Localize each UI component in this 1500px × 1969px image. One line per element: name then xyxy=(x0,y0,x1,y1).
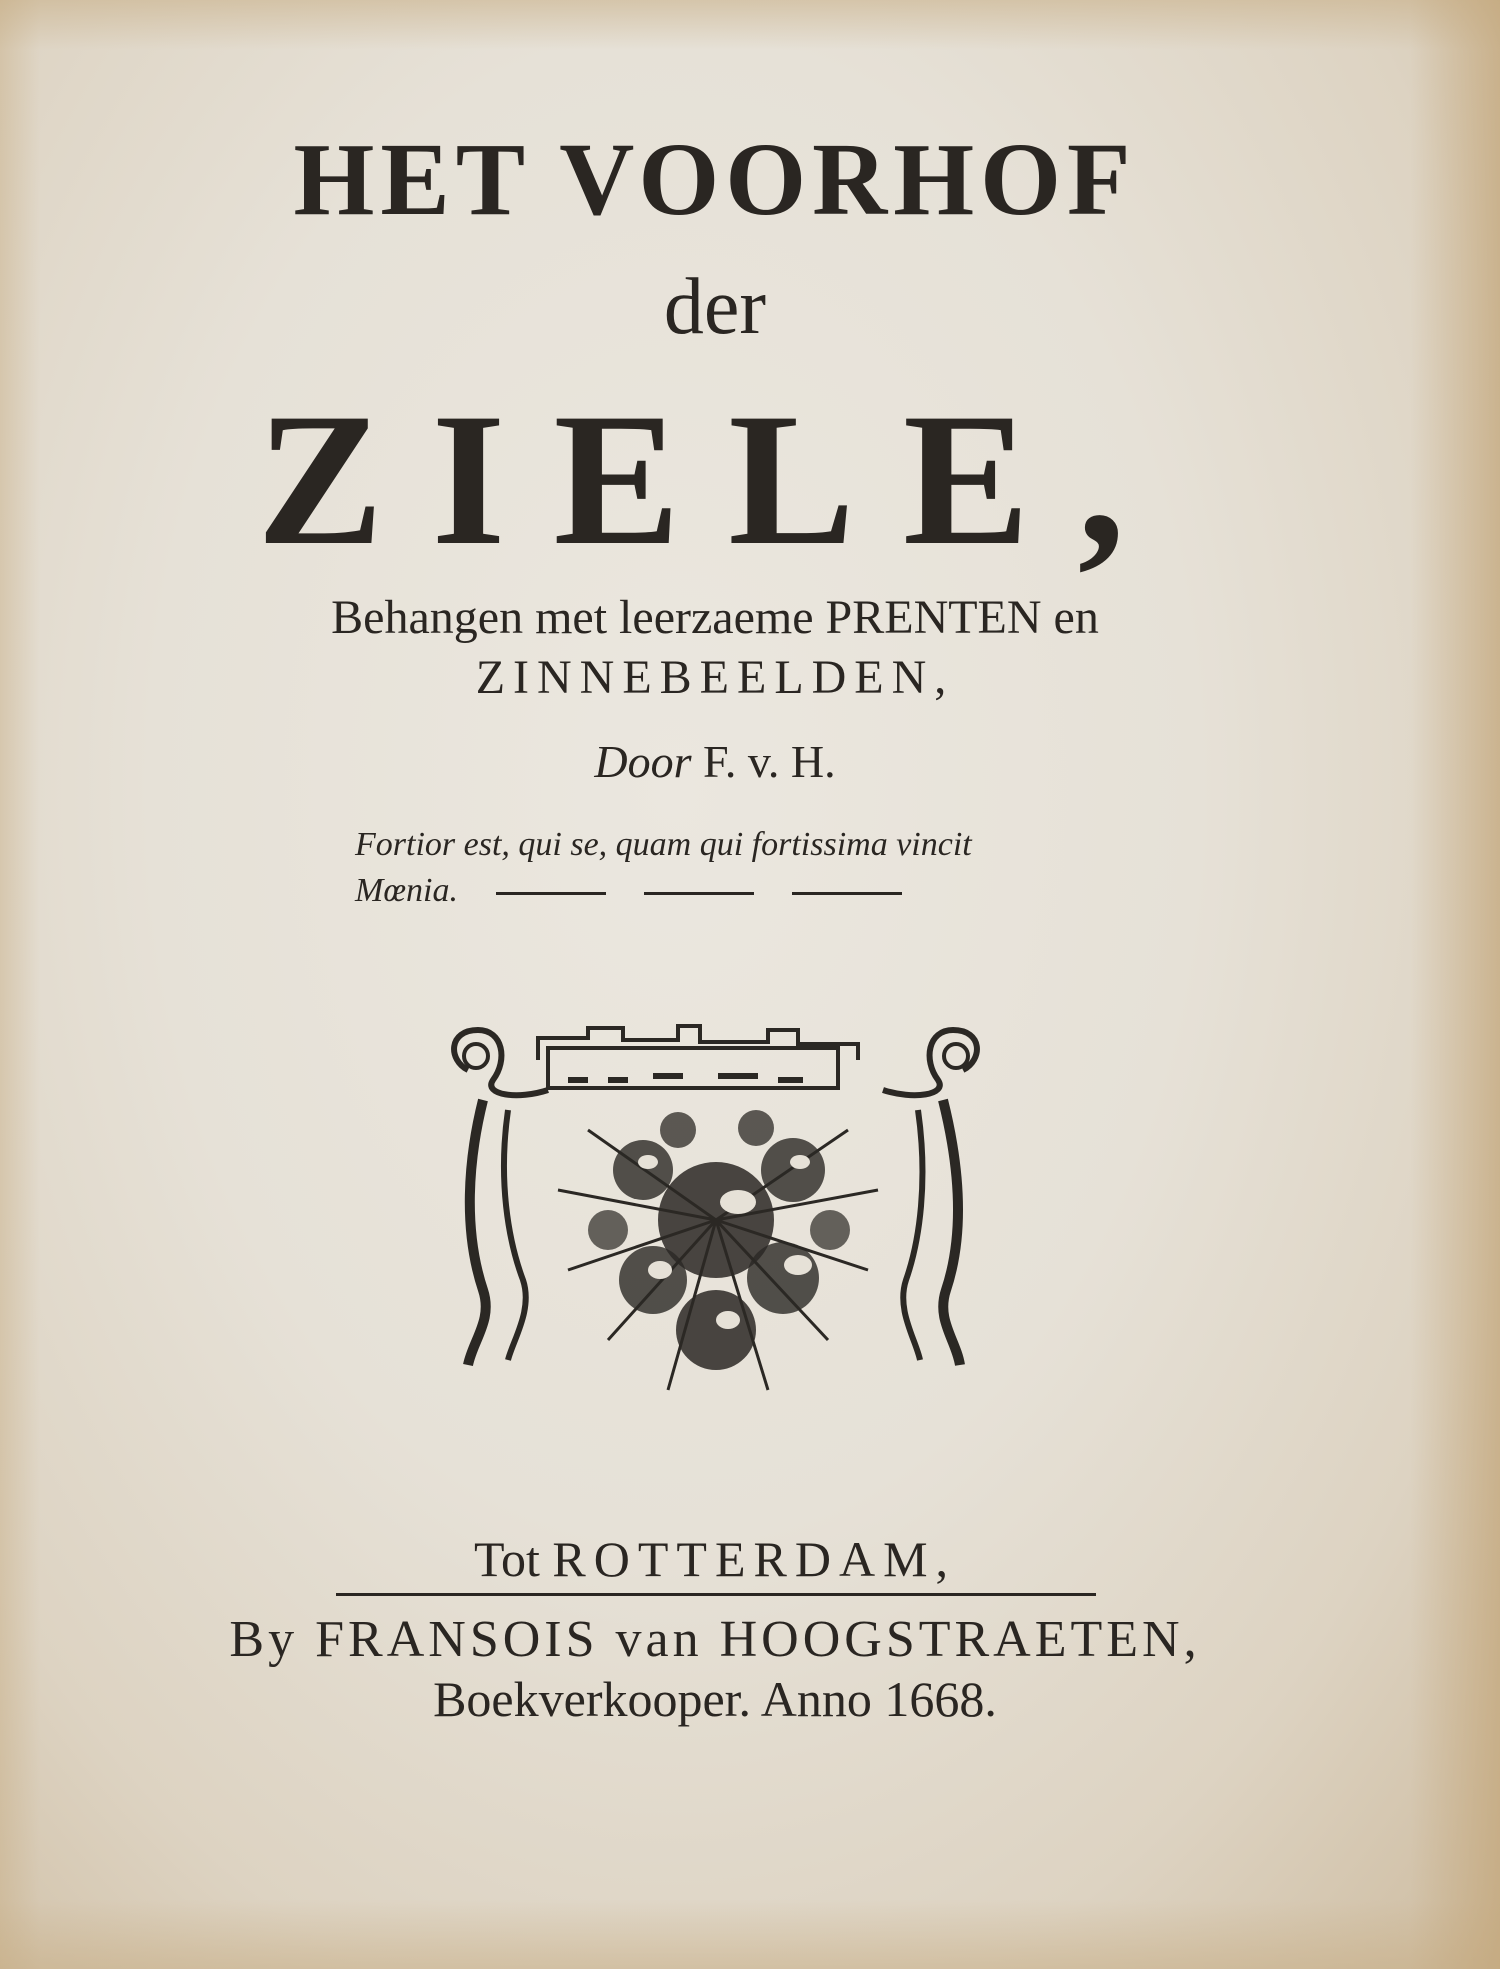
author-name: F. v. H. xyxy=(702,736,836,787)
title-line-1: HET VOORHOF xyxy=(293,122,1137,237)
imprint-publisher: By FRANSOIS van HOOGSTRAETEN, xyxy=(229,1611,1201,1668)
title-line-2: der xyxy=(663,263,767,351)
motto-line-2 xyxy=(355,872,1115,910)
imprint-place-prefix: Tot xyxy=(473,1531,540,1587)
imprint-rule xyxy=(336,1593,1096,1596)
imprint-place xyxy=(0,1530,1430,1588)
subtitle-line-2: ZINNEBEELDEN, xyxy=(475,651,955,704)
motto-line-2-text: Mœnia. xyxy=(355,872,458,909)
title-line-3: ZIELE, xyxy=(256,375,1174,585)
paper-edge-top xyxy=(0,0,1500,50)
subtitle-line-1: Behangen met leerzaeme PRENTEN en xyxy=(331,591,1099,644)
motto-line-1: Fortior est, qui se, quam qui fortissima vincit xyxy=(355,826,972,863)
paper-edge-bottom xyxy=(0,1899,1500,1969)
author-prefix: Door xyxy=(594,736,692,787)
woodcut-vignette-icon xyxy=(438,1020,994,1420)
motto-dash xyxy=(792,892,902,895)
author-line xyxy=(0,735,1430,788)
imprint-place-name: ROTTERDAM, xyxy=(552,1531,957,1587)
motto-dash xyxy=(644,892,754,895)
imprint-trade-year: Boekverkooper. Anno 1668. xyxy=(433,1671,997,1727)
motto-dash xyxy=(496,892,606,895)
